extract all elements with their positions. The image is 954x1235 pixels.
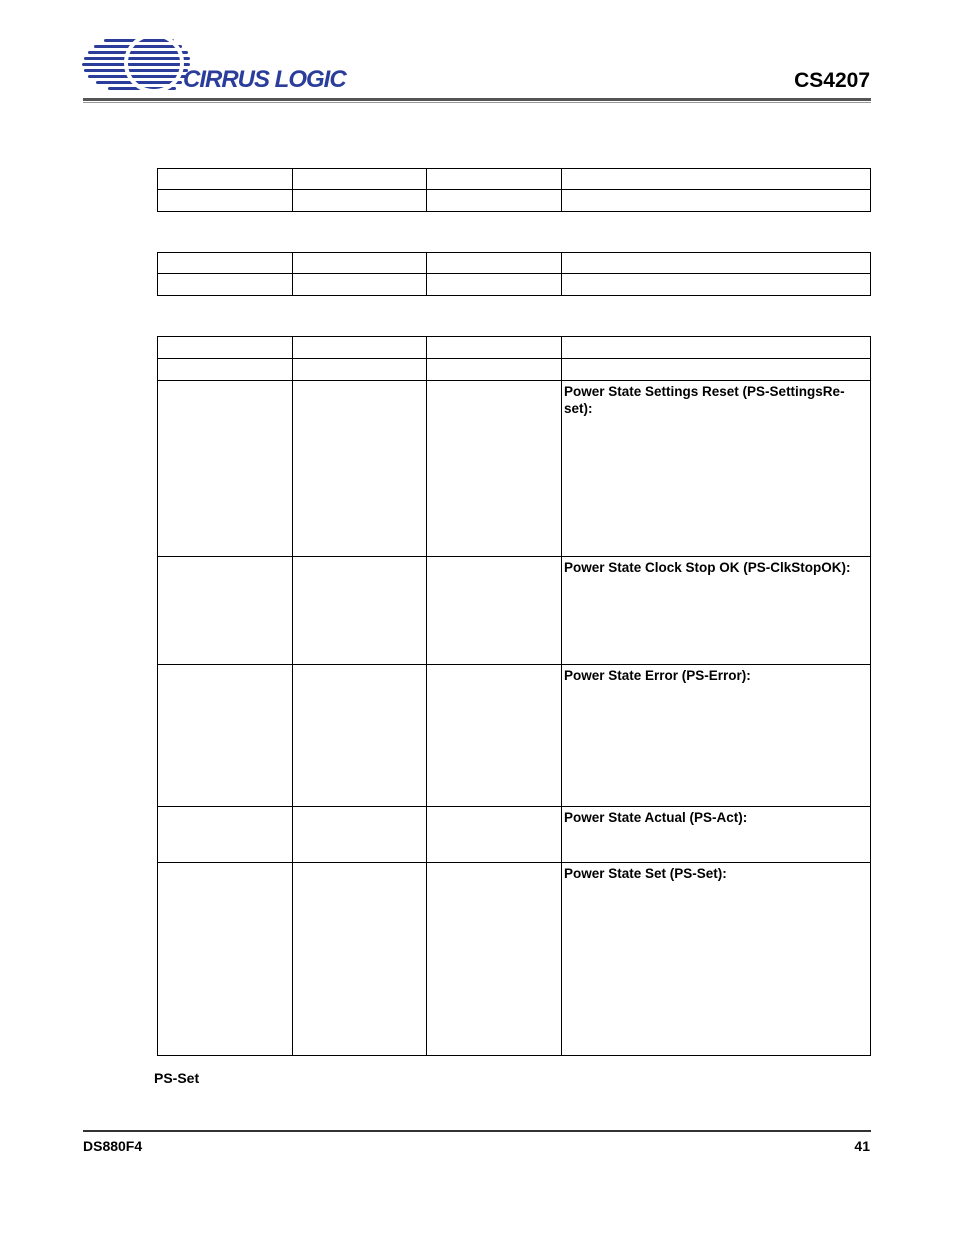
table-row — [158, 381, 871, 557]
table-cell — [427, 807, 562, 863]
table-cell — [427, 253, 562, 274]
field-description-cell — [562, 381, 871, 557]
table-cell — [427, 863, 562, 1056]
table-cell — [562, 190, 871, 212]
table-cell — [562, 253, 871, 274]
logo-wordmark: CIRRUS LOGIC — [183, 66, 346, 93]
document-title: CS4207 — [794, 69, 870, 92]
table-cell — [293, 557, 427, 665]
field-name-ps-clkstopok: Power State Clock Stop OK (PS-ClkStopOK): — [564, 560, 851, 575]
table-cell — [293, 807, 427, 863]
table-cell — [293, 253, 427, 274]
register-table-1 — [157, 168, 871, 212]
table-cell — [427, 381, 562, 557]
field-description-cell — [562, 557, 871, 665]
table-cell — [158, 274, 293, 296]
field-name-ps-settingsreset: Power State Settings Reset (PS-SettingsRe-set): — [564, 384, 845, 416]
field-description-cell — [562, 863, 871, 1056]
table-cell — [562, 169, 871, 190]
table-cell — [562, 359, 871, 381]
footer-rule — [83, 1130, 871, 1132]
table-cell — [158, 359, 293, 381]
table-cell — [158, 253, 293, 274]
table-cell — [293, 274, 427, 296]
field-name-ps-error: Power State Error (PS-Error): — [564, 668, 751, 683]
table-cell — [158, 337, 293, 359]
section-caption: PS-Set — [154, 1070, 200, 1086]
header-rule — [83, 98, 871, 101]
table-cell — [158, 190, 293, 212]
table-row — [158, 665, 871, 807]
table-cell — [158, 557, 293, 665]
header-rule-thin — [83, 102, 871, 103]
footer-doc-id: DS880F4 — [83, 1138, 143, 1154]
table-cell — [427, 337, 562, 359]
table-cell — [427, 359, 562, 381]
table-cell — [293, 381, 427, 557]
table-cell — [293, 337, 427, 359]
register-table-2 — [157, 252, 871, 296]
table-cell — [158, 807, 293, 863]
table-cell — [427, 557, 562, 665]
field-description-cell — [562, 665, 871, 807]
table-cell — [562, 274, 871, 296]
table-cell — [562, 337, 871, 359]
table-cell — [158, 169, 293, 190]
field-name-ps-act: Power State Actual (PS-Act): — [564, 810, 748, 825]
table-cell — [158, 665, 293, 807]
field-name-ps-set: Power State Set (PS-Set): — [564, 866, 727, 881]
table-cell — [427, 190, 562, 212]
table-cell — [427, 169, 562, 190]
table-row — [158, 557, 871, 665]
footer-page-number: 41 — [854, 1138, 870, 1154]
table-cell — [158, 863, 293, 1056]
table-cell — [427, 665, 562, 807]
table-cell — [293, 665, 427, 807]
table-row — [158, 807, 871, 863]
table-row — [158, 863, 871, 1056]
table-cell — [427, 274, 562, 296]
table-cell — [293, 169, 427, 190]
table-cell — [293, 190, 427, 212]
table-cell — [293, 359, 427, 381]
table-cell — [293, 863, 427, 1056]
table-cell — [158, 381, 293, 557]
register-table-3 — [157, 336, 871, 1056]
field-description-cell — [562, 807, 871, 863]
